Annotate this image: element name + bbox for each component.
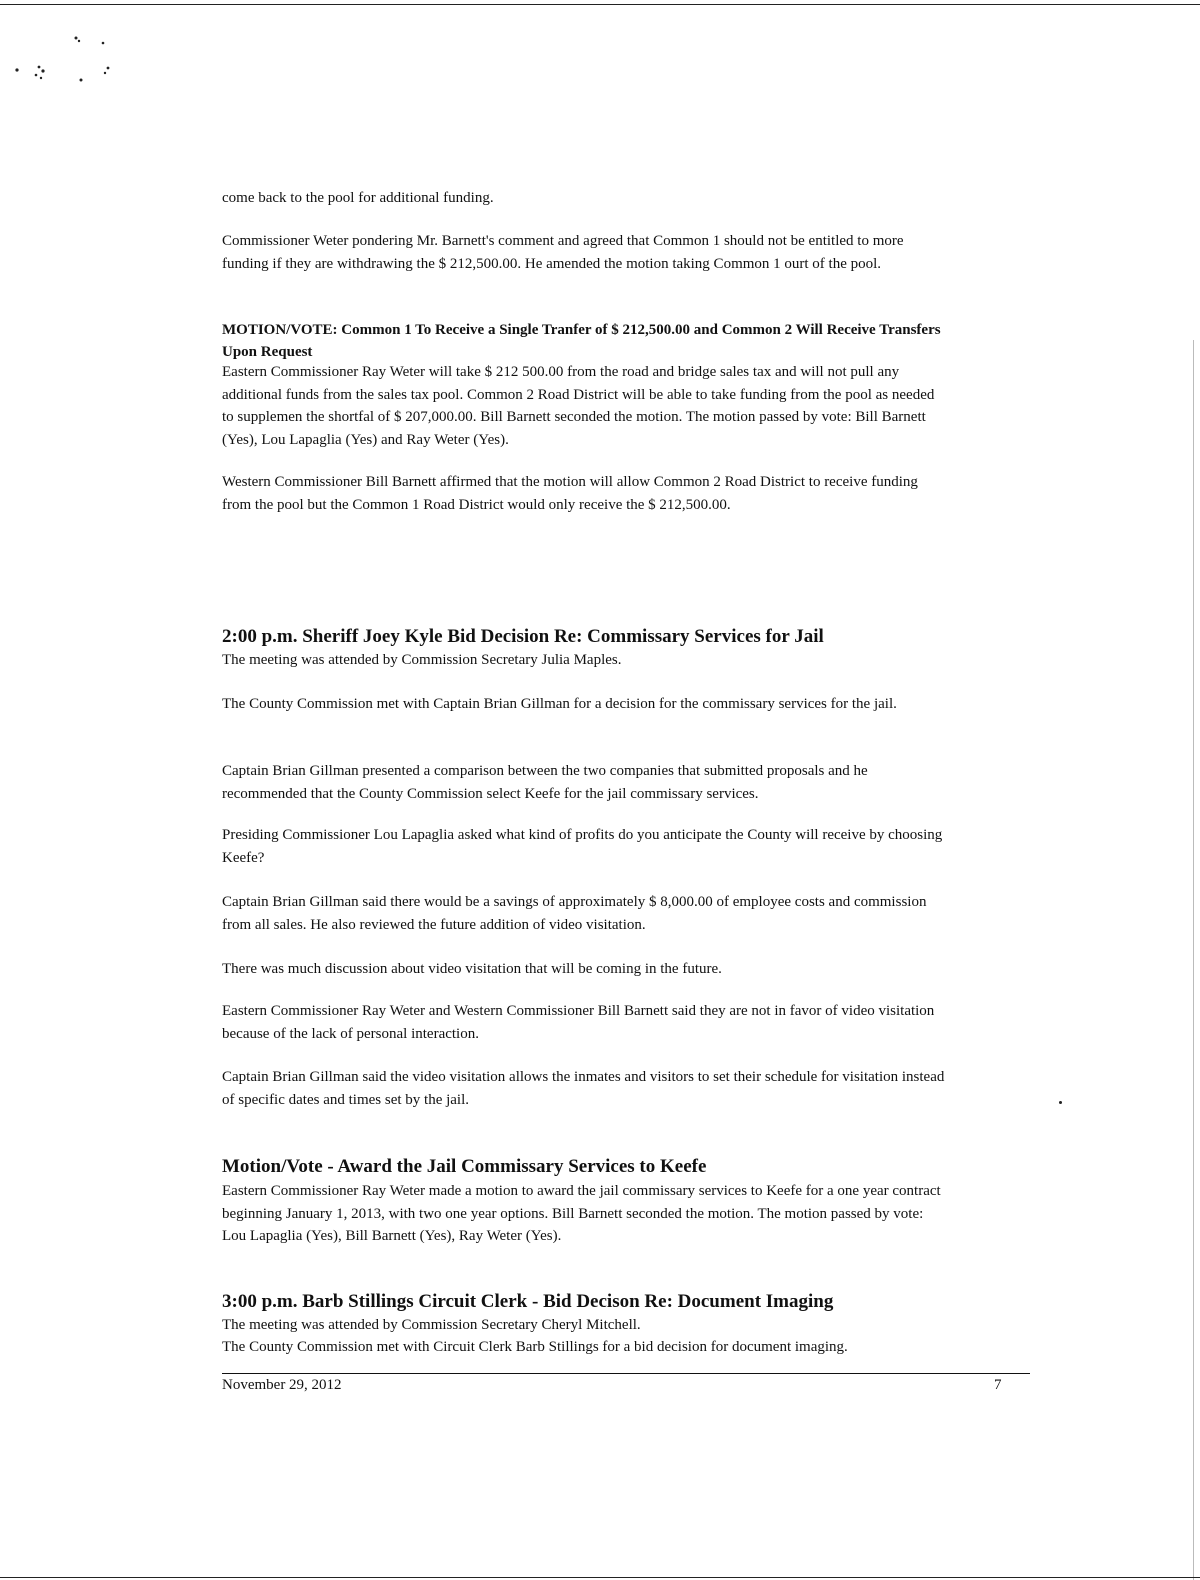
bottom-scan-border <box>0 1577 1200 1578</box>
paragraph-commission-met-gillman: The County Commission met with Captain Brian Gillman for a decision for the commissary services for the jail. <box>222 696 897 712</box>
attendance-note-maples: The meeting was attended by Commission Secretary Julia Maples. <box>222 652 622 668</box>
attendance-note-mitchell: The meeting was attended by Commission Secretary Cheryl Mitchell. <box>222 1317 641 1333</box>
paragraph-video-discussion: There was much discussion about video visitation that will be coming in the future. <box>222 961 722 977</box>
section-heading-commissary: 2:00 p.m. Sheriff Joey Kyle Bid Decision Re: Commissary Services for Jail <box>222 626 824 647</box>
right-scan-edge <box>1193 340 1194 1580</box>
top-scan-border <box>0 4 1200 5</box>
paragraph-barnett-affirmation: Western Commissioner Bill Barnett affirmed that the motion will allow Common 2 Road District to receive funding from the pool but the Common 1 Road District would only receive the $ 212,500.00. <box>222 474 918 513</box>
section-heading-award-keefe: Motion/Vote - Award the Jail Commissary Services to Keefe <box>222 1156 707 1177</box>
page-number: 7 <box>994 1377 1002 1393</box>
paragraph-weter-amendment: Commissioner Weter pondering Mr. Barnett's comment and agreed that Common 1 should not be entitled to more funding if they are withdrawing the $ 212,500.00. He amended the motion taking Common 1 ourt of the pool. <box>222 233 904 272</box>
paragraph-profits-question: Presiding Commissioner Lou Lapaglia asked what kind of profits do you anticipate the County will receive by choosing Keefe? <box>222 827 943 866</box>
motion-heading-common-transfer: MOTION/VOTE: Common 1 To Receive a Single Tranfer of $ 212,500.00 and Common 2 Will Receive Transfers Upon Request <box>222 322 941 360</box>
motion-body-common-transfer: Eastern Commissioner Ray Weter will take $ 212 500.00 from the road and bridge sales tax and will not pull any additional funds from the sales tax pool. Common 2 Road District will be able to take funding from the pool as needed to supplemen the shortfal of $ 207,000.00. Bill Barnett seconded the motion. The motion passed by vote: Bill Barnett (Yes), Lou Lapaglia (Yes) and Ray Weter (Yes). <box>222 364 935 448</box>
motion-body-award-keefe: Eastern Commissioner Ray Weter made a motion to award the jail commissary services to Keefe for a one year contract beginning January 1, 2013, with two one year options. Bill Barnett seconded the motion. The motion passed by vote: Lou Lapaglia (Yes), Bill Barnett (Yes), Ray Weter (Yes). <box>222 1183 941 1244</box>
paragraph-comparison: Captain Brian Gillman presented a comparison between the two companies that submitted proposals and he recommended that the County Commission select Keefe for the jail commissary services. <box>222 763 868 802</box>
paragraph-stillings-bid: The County Commission met with Circuit Clerk Barb Stillings for a bid decision for document imaging. <box>222 1339 848 1355</box>
paragraph-not-in-favor: Eastern Commissioner Ray Weter and Western Commissioner Bill Barnett said they are not in favor of video visitation because of the lack of personal interaction. <box>222 1003 935 1042</box>
paragraph-funding: come back to the pool for additional funding. <box>222 190 494 206</box>
paragraph-savings: Captain Brian Gillman said there would be a savings of approximately $ 8,000.00 of employee costs and commission from all sales. He also reviewed the future addition of video visitation. <box>222 894 927 933</box>
footer-rule <box>222 1373 1030 1374</box>
scan-speck-dot <box>1059 1101 1062 1104</box>
footer-date: November 29, 2012 <box>222 1377 342 1393</box>
section-heading-document-imaging: 3:00 p.m. Barb Stillings Circuit Clerk - Bid Decison Re: Document Imaging <box>222 1291 834 1312</box>
paragraph-schedule: Captain Brian Gillman said the video visitation allows the inmates and visitors to set their schedule for visitation instead of specific dates and times set by the jail. <box>222 1069 945 1108</box>
scan-speck-marks <box>0 0 130 100</box>
